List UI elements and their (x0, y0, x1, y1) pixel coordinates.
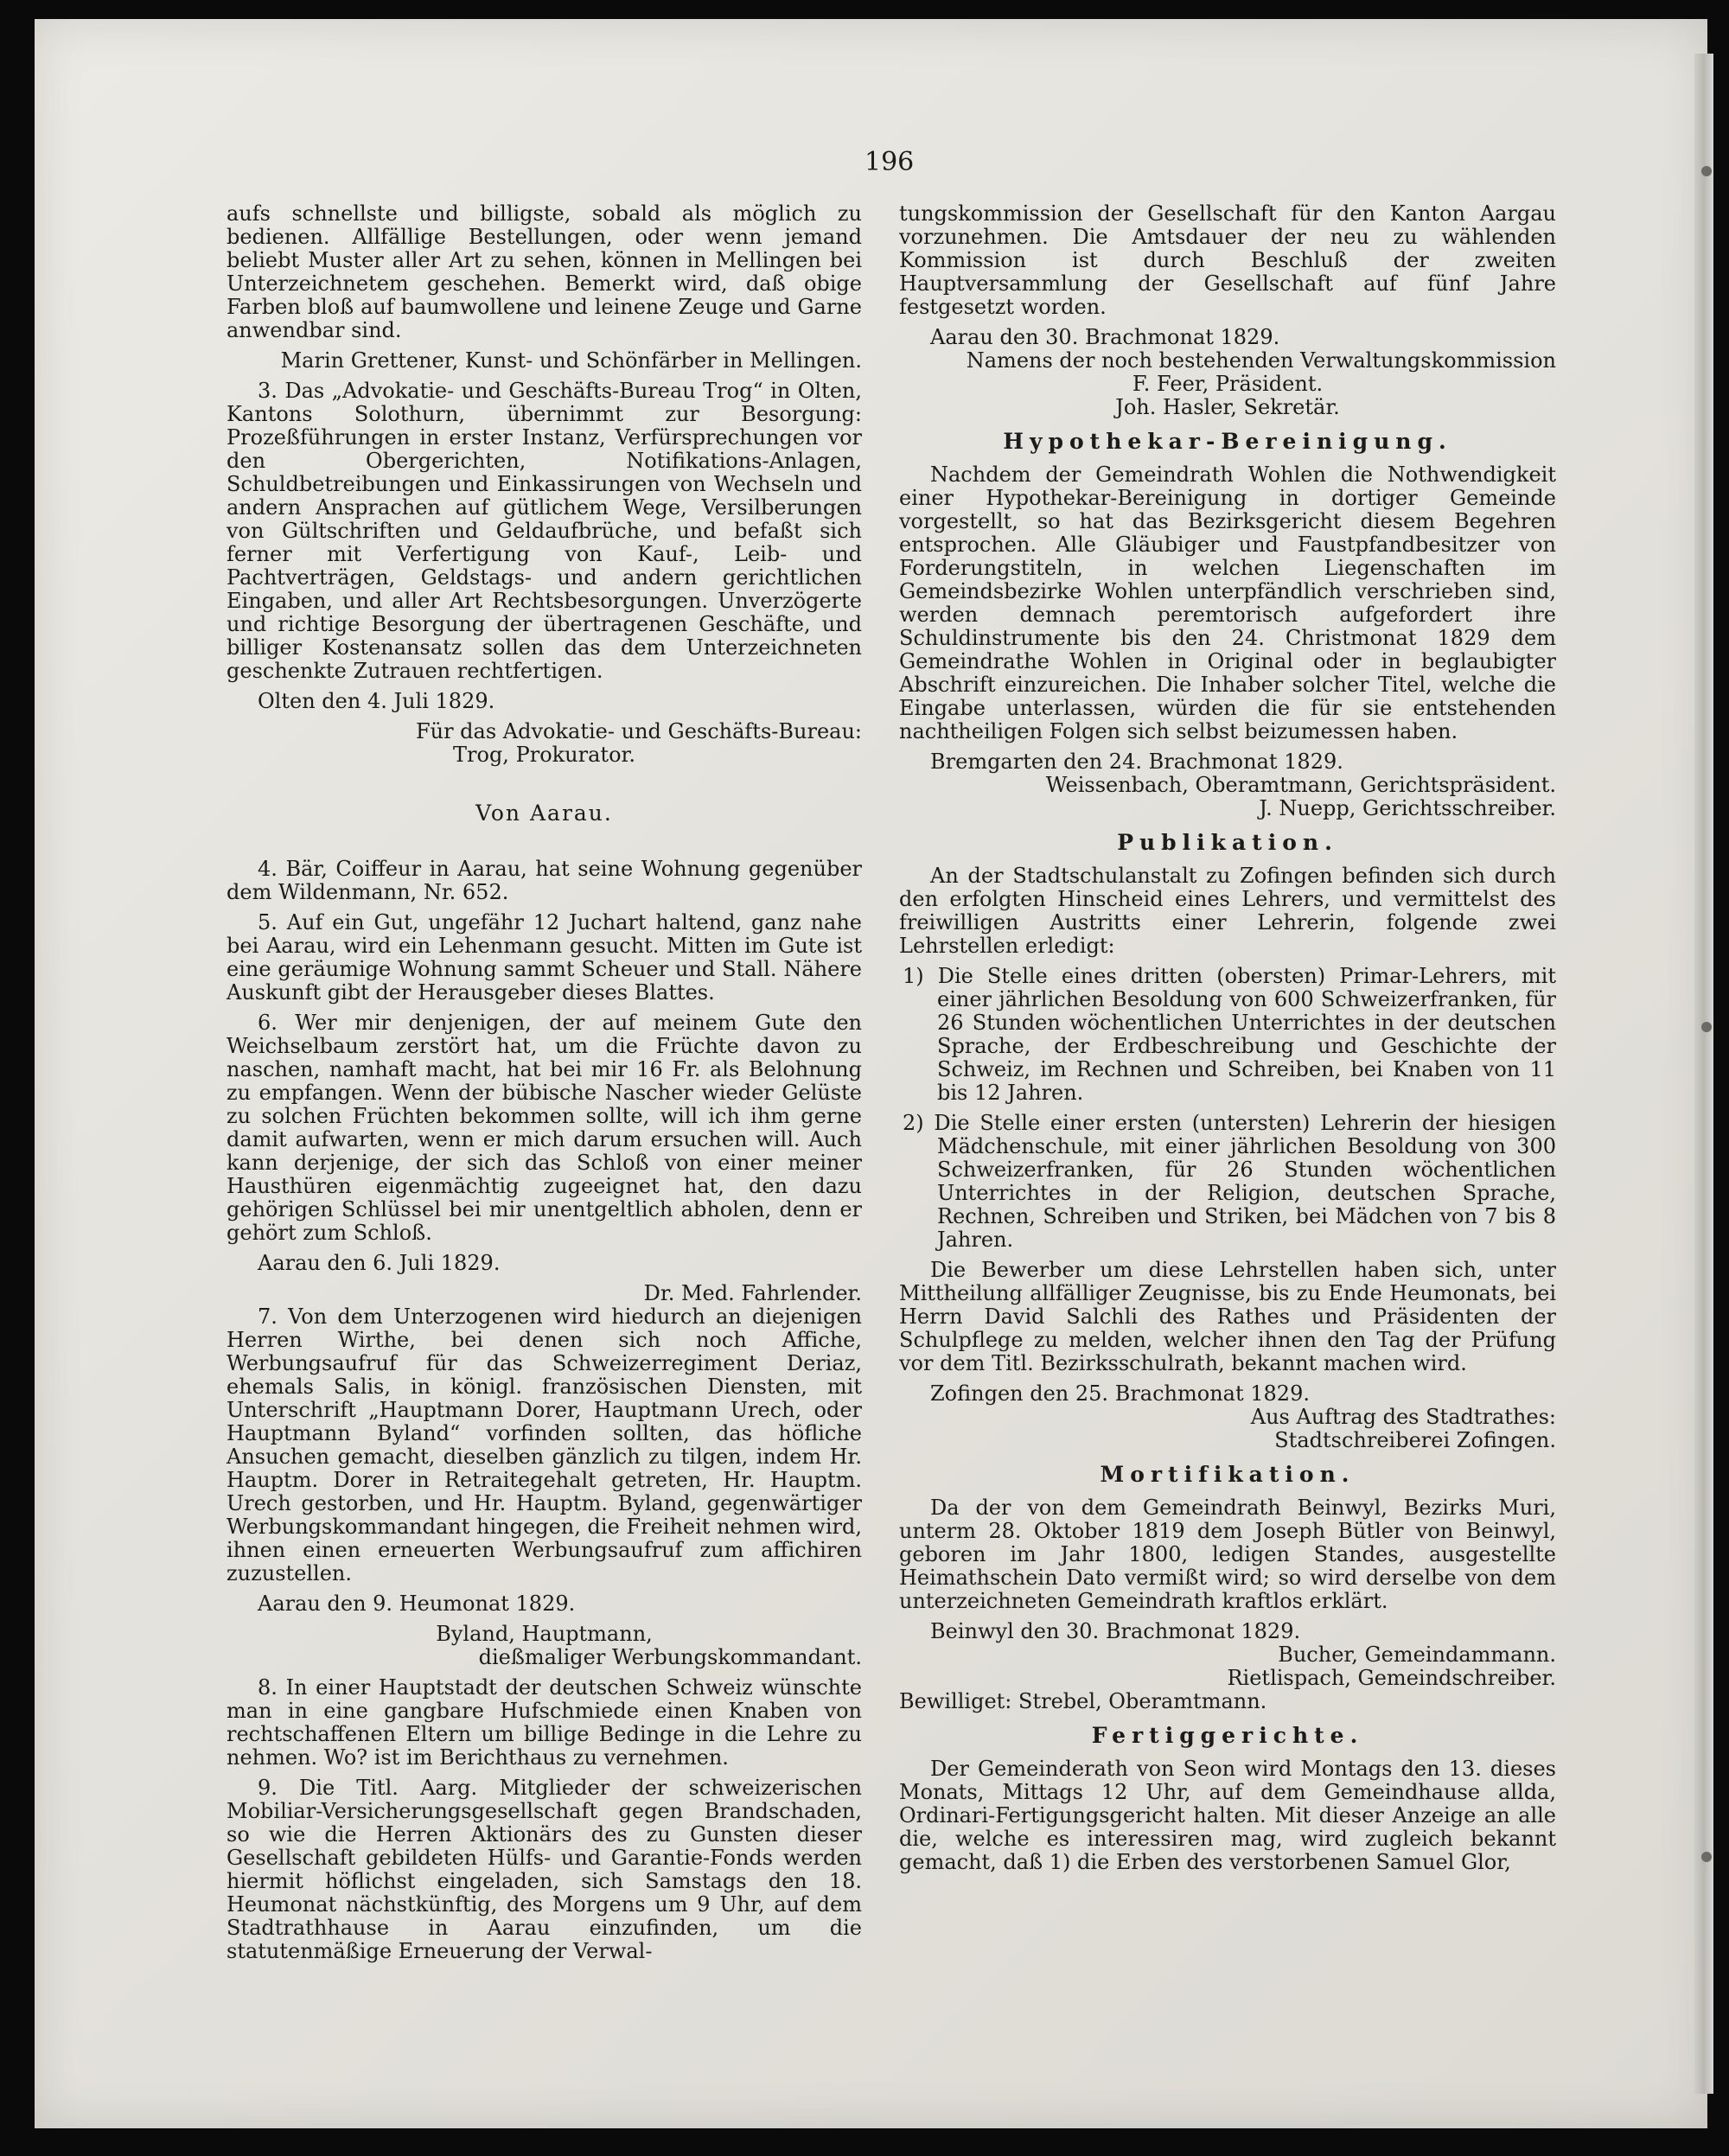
signature: Stadtschreiberei Zofingen. (1274, 1428, 1556, 1452)
date-line: Aarau den 30. Brachmonat 1829. (930, 325, 1280, 349)
signature: Namens der noch bestehenden Verwaltungskommission (966, 348, 1556, 373)
binding-stitch (1701, 1022, 1712, 1032)
paragraph: Der Gemeinderath von Seon wird Montags den 13. dieses Monats, Mittags 12 Uhr, auf dem Gemeindhause allda, Ordinari-Fertigungsgericht halten. Mit dieser Anzeige an alle die, welche es interessiren mag, wird zugleich bekannt gemacht, daß 1) die Erben des verstorbenen Samuel Glor, (899, 1757, 1556, 1874)
paragraph: tungskommission der Gesellschaft für den Kanton Aargau vorzunehmen. Die Amtsdauer der neu zu wählenden Kommission ist durch Beschluß der zweiten Hauptversammlung der Gesellschaft auf fünf Jahre festgesetzt worden. (899, 201, 1556, 319)
section-heading: Von Aarau. (475, 801, 613, 826)
page-number: 196 (864, 147, 915, 177)
binding-stitch (1701, 166, 1712, 176)
section-heading: Hypothekar-Bereinigung. (1003, 429, 1452, 454)
paragraph: Da der von dem Gemeindrath Beinwyl, Bezirks Muri, unterm 28. Oktober 1819 dem Joseph Bütler von Beinwyl, geboren im Jahr 1800, ledigen Standes, ausgestellte Heimathschein Dato vermißt wird; so wird derselbe von dem unterzeichneten Gemeindrath kraftlos erklärt. (899, 1496, 1556, 1613)
list-item: 2) Die Stelle einer ersten (untersten) Lehrerin der hiesigen Mädchenschule, mit einer jährlichen Besoldung von 300 Schweizerfranken, für 26 Stunden wöchentlichen Unterrichtes in der Religion, deutschen Sprache, Rechnen, Schreiben und Striken, bei Mädchen von 7 bis 8 Jahren. (903, 1111, 1556, 1252)
section-heading: Publikation. (1117, 830, 1338, 855)
signature: J. Nuepp, Gerichtsschreiber. (1259, 796, 1556, 820)
date-line: Beinwyl den 30. Brachmonat 1829. (930, 1619, 1301, 1643)
signature: Trog, Prokurator. (453, 743, 635, 767)
list-item: 1) Die Stelle eines dritten (obersten) Primar-Lehrers, mit einer jährlichen Besoldung von 600 Schweizerfranken, für 26 Stunden wöchentlichen Unterrichtes in der deutschen Sprache, der Erdbeschreibung und Geschichte der Schweiz, im Rechnen und Schreiben, bei Knaben von 11 bis 12 Jahren. (903, 964, 1556, 1105)
right-column (899, 202, 1556, 1881)
section-heading: Fertiggerichte. (1091, 1723, 1364, 1748)
binding-stitch (1701, 1852, 1712, 1862)
signature: dießmaliger Werbungskommandant. (478, 1645, 862, 1669)
paragraph: Die Bewerber um diese Lehrstellen haben sich, unter Mittheilung allfälliger Zeugnisse, bis zu Ende Heumonats, bei Herrn David Salchli des Rathes und Präsidenten der Schulpflege zu melden, welcher ihnen den Tag der Prüfung vor dem Titl. Bezirksschulrath, bekannt machen wird. (899, 1258, 1556, 1375)
signature: Bewilliget: Strebel, Oberamtmann. (899, 1689, 1267, 1713)
signature: Rietlispach, Gemeindschreiber. (1227, 1666, 1556, 1690)
date-line: Aarau den 6. Juli 1829. (258, 1251, 501, 1275)
signature: Aus Auftrag des Stadtrathes: (1250, 1405, 1556, 1429)
left-column (226, 202, 862, 1970)
date-line: Olten den 4. Juli 1829. (258, 689, 495, 713)
section-heading: Mortifikation. (1100, 1462, 1356, 1487)
date-line: Zofingen den 25. Brachmonat 1829. (930, 1381, 1310, 1406)
paragraph: 6. Wer mir denjenigen, der auf meinem Gute den Weichselbaum zerstört hat, um die Früchte davon zu naschen, namhaft macht, hat bei mir 16 Fr. als Belohnung zu empfangen. Wenn der bübische Nascher wieder Gelüste zu solchen Früchten bekommen sollte, will ich ihm gerne damit aufwarten, wenn er mich darum ersuchen will. Auch kann derjenige, der sich das Schloß von einer meiner Hausthüren eigenmächtig zugeeignet hat, den dazu gehörigen Schlüssel bei mir unentgeltlich abholen, denn er gehört zum Schloß. (226, 1011, 862, 1245)
paragraph: 5. Auf ein Gut, ungefähr 12 Juchart haltend, ganz nahe bei Aarau, wird ein Lehenmann gesucht. Mitten im Gute ist eine geräumige Wohnung sammt Scheuer und Stall. Nähere Auskunft gibt der Herausgeber dieses Blattes. (226, 910, 862, 1005)
signature: Weissenbach, Oberamtmann, Gerichtspräsident. (1045, 773, 1556, 797)
paragraph: 8. In einer Hauptstadt der deutschen Schweiz wünschte man in eine gangbare Hufschmiede einen Knaben von rechtschaffenen Eltern um billige Bedinge in die Lehre zu nehmen. Wo? ist im Berichthaus zu vernehmen. (226, 1675, 862, 1770)
signature: Joh. Hasler, Sekretär. (1115, 395, 1340, 419)
paragraph: aufs schnellste und billigste, sobald als möglich zu bedienen. Allfällige Bestellungen, oder wenn jemand beliebt Muster aller Art zu sehen, können in Mellingen bei Unterzeichnetem geschehen. Bemerkt wird, daß obige Farben bloß auf baumwollene und leinene Zeuge und Garne anwendbar sind. (226, 201, 862, 342)
paragraph: Nachdem der Gemeindrath Wohlen die Nothwendigkeit einer Hypothekar-Bereinigung in dortiger Gemeinde vorgestellt, so hat das Bezirksgericht diesem Begehren entsprochen. Alle Gläubiger und Faustpfandbesitzer von Forderungstiteln, in welchen Liegenschaften im Gemeindsbezirke Wohlen unterpfändlich verschrieben sind, werden demnach peremtorisch aufgefordert ihre Schuldinstrumente bis den 24. Christmonat 1829 dem Gemeindrathe Wohlen in Original oder in beglaubigter Abschrift einzureichen. Die Inhaber solcher Titel, welche die Eingabe unterlassen, würden die für sie entstehenden nachtheiligen Folgen sich selbst beizumessen haben. (899, 462, 1556, 743)
paragraph: 4. Bär, Coiffeur in Aarau, hat seine Wohnung gegenüber dem Wildenmann, Nr. 652. (226, 857, 862, 904)
signature: Byland, Hauptmann, (436, 1622, 653, 1646)
paragraph: 3. Das „Advokatie- und Geschäfts-Bureau Trog“ in Olten, Kantons Solothurn, übernimmt zur Besorgung: Prozeßführungen in erster Instanz, Verfürsprechungen vor den Obergerichten, Notifikations-Anlagen, Schuldbetreibungen und Einkassirungen von Wechseln und andern Ansprachen auf gütlichem Wege, Versilberungen von Gültschriften und Geldaufbrüche, und befaßt sich ferner mit Verfertigung von Kauf-, Leib- und Pachtverträgen, Geldstags- und andern gerichtlichen Eingaben, und aller Art Rechtsbesorgungen. Unverzögerte und richtige Besorgung der übertragenen Geschäfte, und billiger Kostenansatz sollen das dem Unterzeichneten geschenkte Zutrauen rechtfertigen. (226, 379, 862, 683)
paragraph: An der Stadtschulanstalt zu Zofingen befinden sich durch den erfolgten Hinscheid eines Lehrers, und vermittelst des freiwilligen Austritts einer Lehrerin, folgende zwei Lehrstellen erledigt: (899, 864, 1556, 958)
signature: Marin Grettener, Kunst- und Schönfärber in Mellingen. (280, 348, 862, 373)
date-line: Aarau den 9. Heumonat 1829. (258, 1591, 576, 1616)
date-line: Bremgarten den 24. Brachmonat 1829. (930, 749, 1343, 774)
paragraph: 7. Von dem Unterzogenen wird hiedurch an diejenigen Herren Wirthe, bei denen sich noch Affiche, Werbungsaufruf für das Schweizerregiment Deriaz, ehemals Salis, in königl. französischen Diensten, mit Unterschrift „Hauptmann Dorer, Hauptmann Urech, oder Hauptmann Byland“ vorfinden sollten, das höfliche Ansuchen gemacht, dieselben gänzlich zu tilgen, indem Hr. Hauptm. Dorer in Retraitegehalt getreten, Hr. Hauptm. Urech gestorben, und Hr. Hauptm. Byland, gegenwärtiger Werbungskommandant hingegen, die Freiheit nehmen wird, ihnen einen erneuerten Werbungsaufruf zum affichiren zuzustellen. (226, 1304, 862, 1585)
signature: Bucher, Gemeindammann. (1278, 1643, 1556, 1667)
paragraph: 9. Die Titl. Aarg. Mitglieder der schweizerischen Mobiliar-Versicherungsgesellschaft gegen Brandschaden, so wie die Herren Aktionärs des zu Gunsten dieser Gesellschaft gebildeten Hülfs- und Garantie-Fonds werden hiermit höflichst eingeladen, sich Samstags den 18. Heumonat nächstkünftig, des Morgens um 9 Uhr, auf dem Stadtrathhause in Aarau einzufinden, um die statutenmäßige Erneuerung der Verwal- (226, 1776, 862, 1963)
signature: Dr. Med. Fahrlender. (643, 1281, 862, 1305)
signature: Für das Advokatie- und Geschäfts-Bureau: (415, 719, 862, 743)
page-fold (1694, 54, 1713, 2094)
signature: F. Feer, Präsident. (1132, 372, 1324, 396)
